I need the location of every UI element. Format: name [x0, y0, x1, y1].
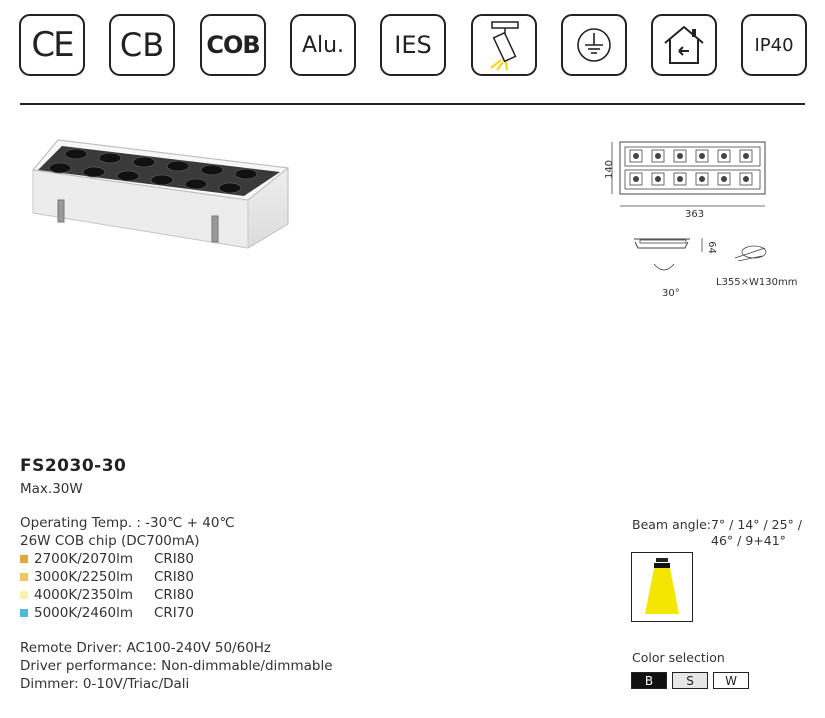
beam-label: Beam angle:: [632, 517, 711, 532]
cri-value: CRI80: [154, 569, 194, 585]
ce-label: CE: [31, 25, 73, 65]
dim-tilt: 30°: [662, 288, 680, 299]
color-option-black[interactable]: B: [631, 672, 667, 689]
beam-values-line2: 46° / 9+41°: [711, 533, 786, 548]
cob-label: COB: [206, 31, 260, 59]
cb-label: CB: [119, 26, 165, 64]
swatch-icon: [20, 609, 28, 617]
product-photo: [18, 128, 293, 253]
dimmer-spec: Dimmer: 0-10V/Triac/Dali: [20, 676, 190, 692]
beam-cone-icon: [631, 552, 693, 622]
beam-angle-label: [632, 517, 802, 532]
dim-depth: 64: [705, 241, 717, 254]
ies-label: IES: [394, 31, 432, 59]
swatch-icon: [20, 573, 28, 581]
cri-value: CRI70: [154, 605, 194, 621]
alu-label: Alu.: [301, 32, 345, 58]
header-divider: [20, 103, 805, 105]
cct-row: [20, 587, 194, 603]
chip-spec: 26W COB chip (DC700mA): [20, 533, 200, 549]
cri-value: CRI80: [154, 551, 194, 567]
driver-performance: Driver performance: Non-dimmable/dimmable: [20, 658, 333, 674]
cct-value: 3000K/2250lm: [34, 569, 134, 585]
swatch-icon: [20, 591, 28, 599]
max-power: Max.30W: [20, 481, 83, 497]
earth-ground-icon: [561, 14, 627, 76]
ip-label: IP40: [754, 34, 794, 56]
cct-row: [20, 569, 194, 585]
ce-mark-icon: [19, 14, 85, 76]
operating-temp: Operating Temp. : -30℃ + 40℃: [20, 515, 235, 531]
color-selection-label: Color selection: [632, 650, 725, 665]
beam-values-line1: 7° / 14° / 25° /: [710, 517, 802, 532]
aluminum-icon: [290, 14, 356, 76]
dim-cutout: L355×W130mm: [716, 277, 798, 288]
remote-driver: Remote Driver: AC100-240V 50/60Hz: [20, 640, 272, 656]
cct-value: 2700K/2070lm: [34, 551, 134, 567]
ip-rating-icon: [741, 14, 807, 76]
dim-width: 363: [685, 209, 705, 220]
cb-mark-icon: [109, 14, 175, 76]
cct-row: [20, 551, 194, 567]
ies-file-icon: [380, 14, 446, 76]
indoor-use-icon: [651, 14, 717, 76]
cct-value: 5000K/2460lm: [34, 605, 134, 621]
swatch-icon: [20, 555, 28, 563]
color-option-silver[interactable]: S: [672, 672, 708, 689]
cct-row: [20, 605, 194, 621]
model-number: FS2030-30: [20, 456, 127, 476]
dim-height: 140: [604, 159, 616, 180]
color-option-white[interactable]: W: [713, 672, 749, 689]
cri-value: CRI80: [154, 587, 194, 603]
cob-chip-icon: [200, 14, 266, 76]
cct-value: 4000K/2350lm: [34, 587, 134, 603]
track-spotlight-icon: [471, 14, 537, 76]
